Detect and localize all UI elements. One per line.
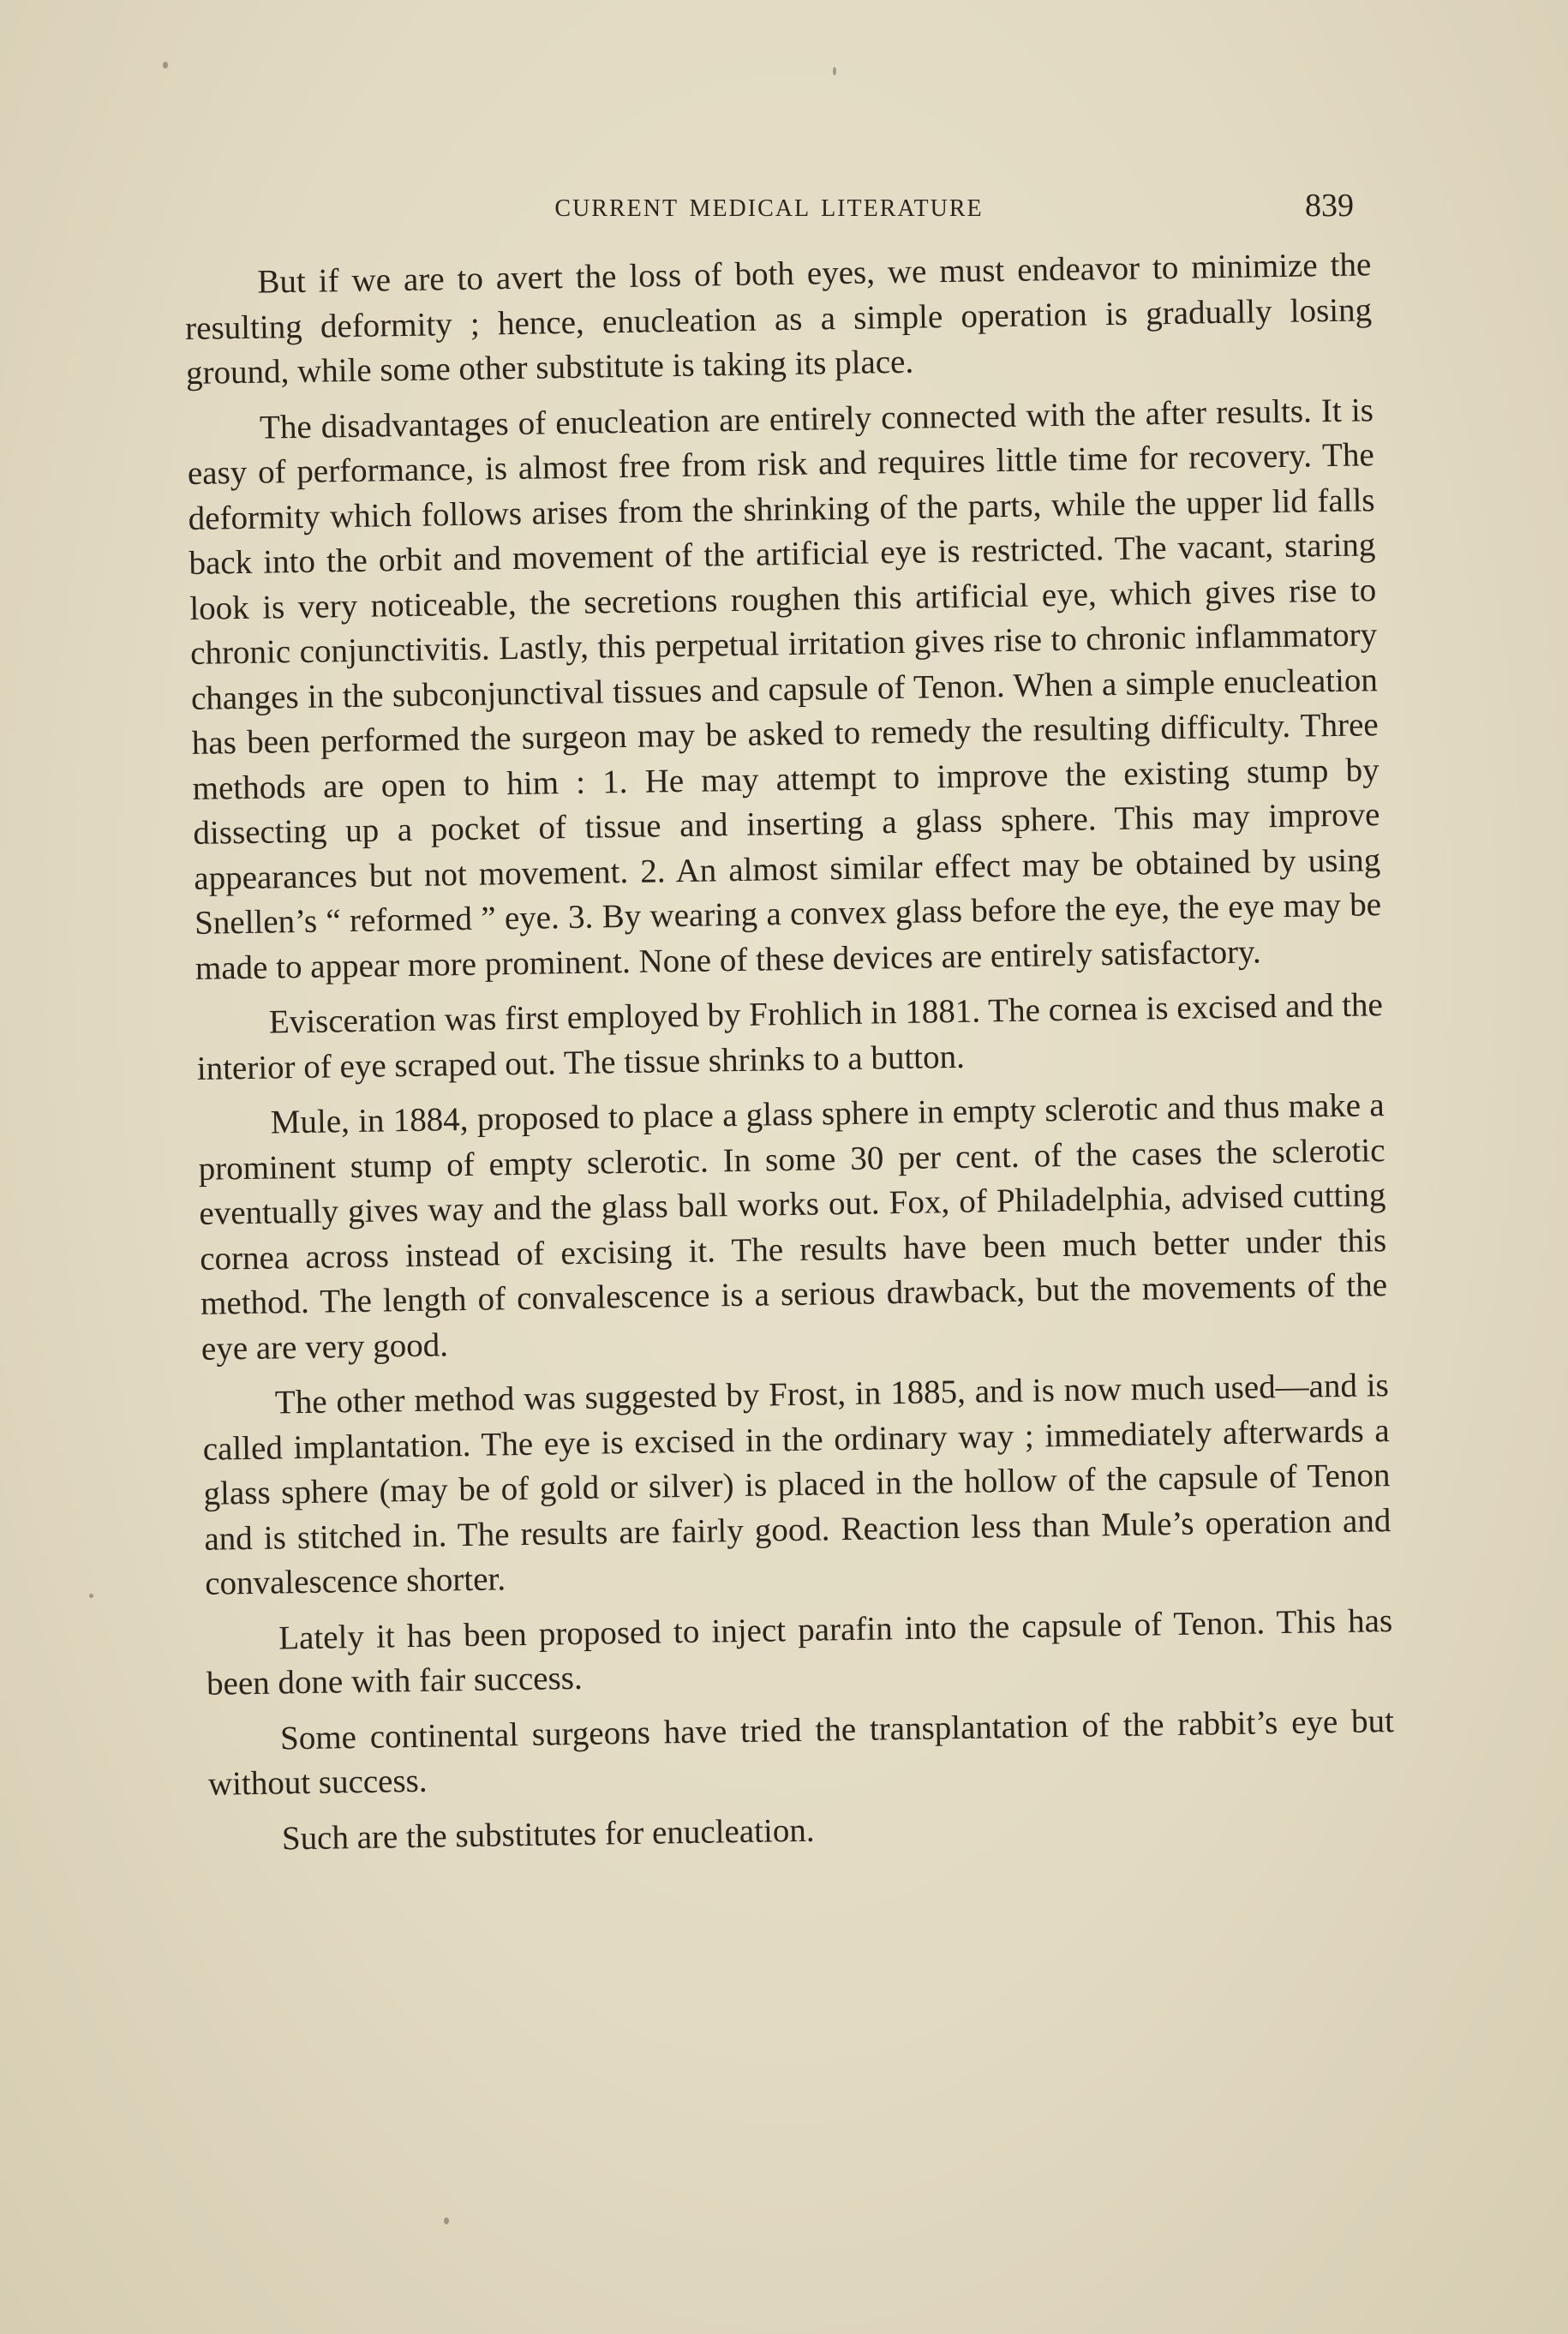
paragraph-enucleation-intro: But if we are to avert the loss of both eyes, we must endeavor to minimize the resulting deformity ; hence, enucleation as a simple operation is gradually losing ground, while some other substitute is taking its place.	[184, 246, 1373, 392]
paragraph-parafin: Lately it has been proposed to inject parafin into the capsule of Tenon. This has been done with fair success.	[206, 1601, 1393, 1703]
page-header	[184, 180, 1354, 231]
paragraph-disadvantages: The disadvantages of enucleation are entirely connected with the after results. It is easy of performance, is almost free from risk and requires little time for recovery. The deformity which follows arises from the shrinking of the parts, while the upper lid falls back into the orbit and movement of the artificial eye is restricted. The vacant, staring look is very noticeable, the secretions roughen this artificial eye, which gives rise to chronic conjunctivitis. Lastly, this perpetual irritation gives rise to chronic inflammatory changes in the subconjunctival tissues and capsule of Tenon. When a simple enucleation has been performed the surgeon may be asked to remedy the resulting difficulty. Three methods are open to him : 1. He may attempt to improve the existing stump by dissecting up a pocket of tissue and inserting a glass sphere. This may improve appearances but not movement. 2. An almost similar effect may be obtained by using Snellen’s “ reformed ” eye. 3. By wearing a convex glass before the eye, the eye may be made to appear more prominent. None of these devices are entirely satisfactory.	[187, 391, 1382, 987]
paragraph-evisceration: Evisceration was first employed by Frohlich in 1881. The cornea is excised and the interior of eye scraped out. The tissue shrinks to a button.	[196, 986, 1384, 1087]
paragraph-transplantation: Some continental surgeons have tried the transplantation of the rabbit’s eye but without success.	[207, 1702, 1395, 1803]
page-number: 839	[1305, 188, 1354, 224]
paragraph-conclusion: Such are the substitutes for enucleation.	[281, 1811, 815, 1857]
paper-speck	[444, 2217, 449, 2224]
paper-speck	[833, 67, 836, 75]
paper-speck	[163, 62, 168, 69]
body-text	[184, 242, 1396, 1873]
paragraph-implantation: The other method was suggested by Frost, in 1885, and is now much used—and is called implantation. The eye is excised in the ordinary way ; immediately afterwards a glass sphere (may be of gold or silver) is placed in the hollow of the capsule of Tenon and is stitched in. The results are fairly good. Reaction less than Mule’s operation and convalescence shorter.	[202, 1367, 1391, 1602]
paper-speck	[89, 1594, 93, 1598]
running-head: CURRENT MEDICAL LITERATURE	[554, 195, 984, 222]
paragraph-mule: Mule, in 1884, proposed to place a glass sphere in empty sclerotic and thus make a prominent stump of empty sclerotic. In some 30 per cent. of the cases the sclerotic eventually gives way and the glass ball works out. Fox, of Philadelphia, advised cutting cornea across instead of excising it. The results have been much better under this method. The length of convalescence is a serious drawback, but the movements of the eye are very good.	[198, 1086, 1388, 1367]
